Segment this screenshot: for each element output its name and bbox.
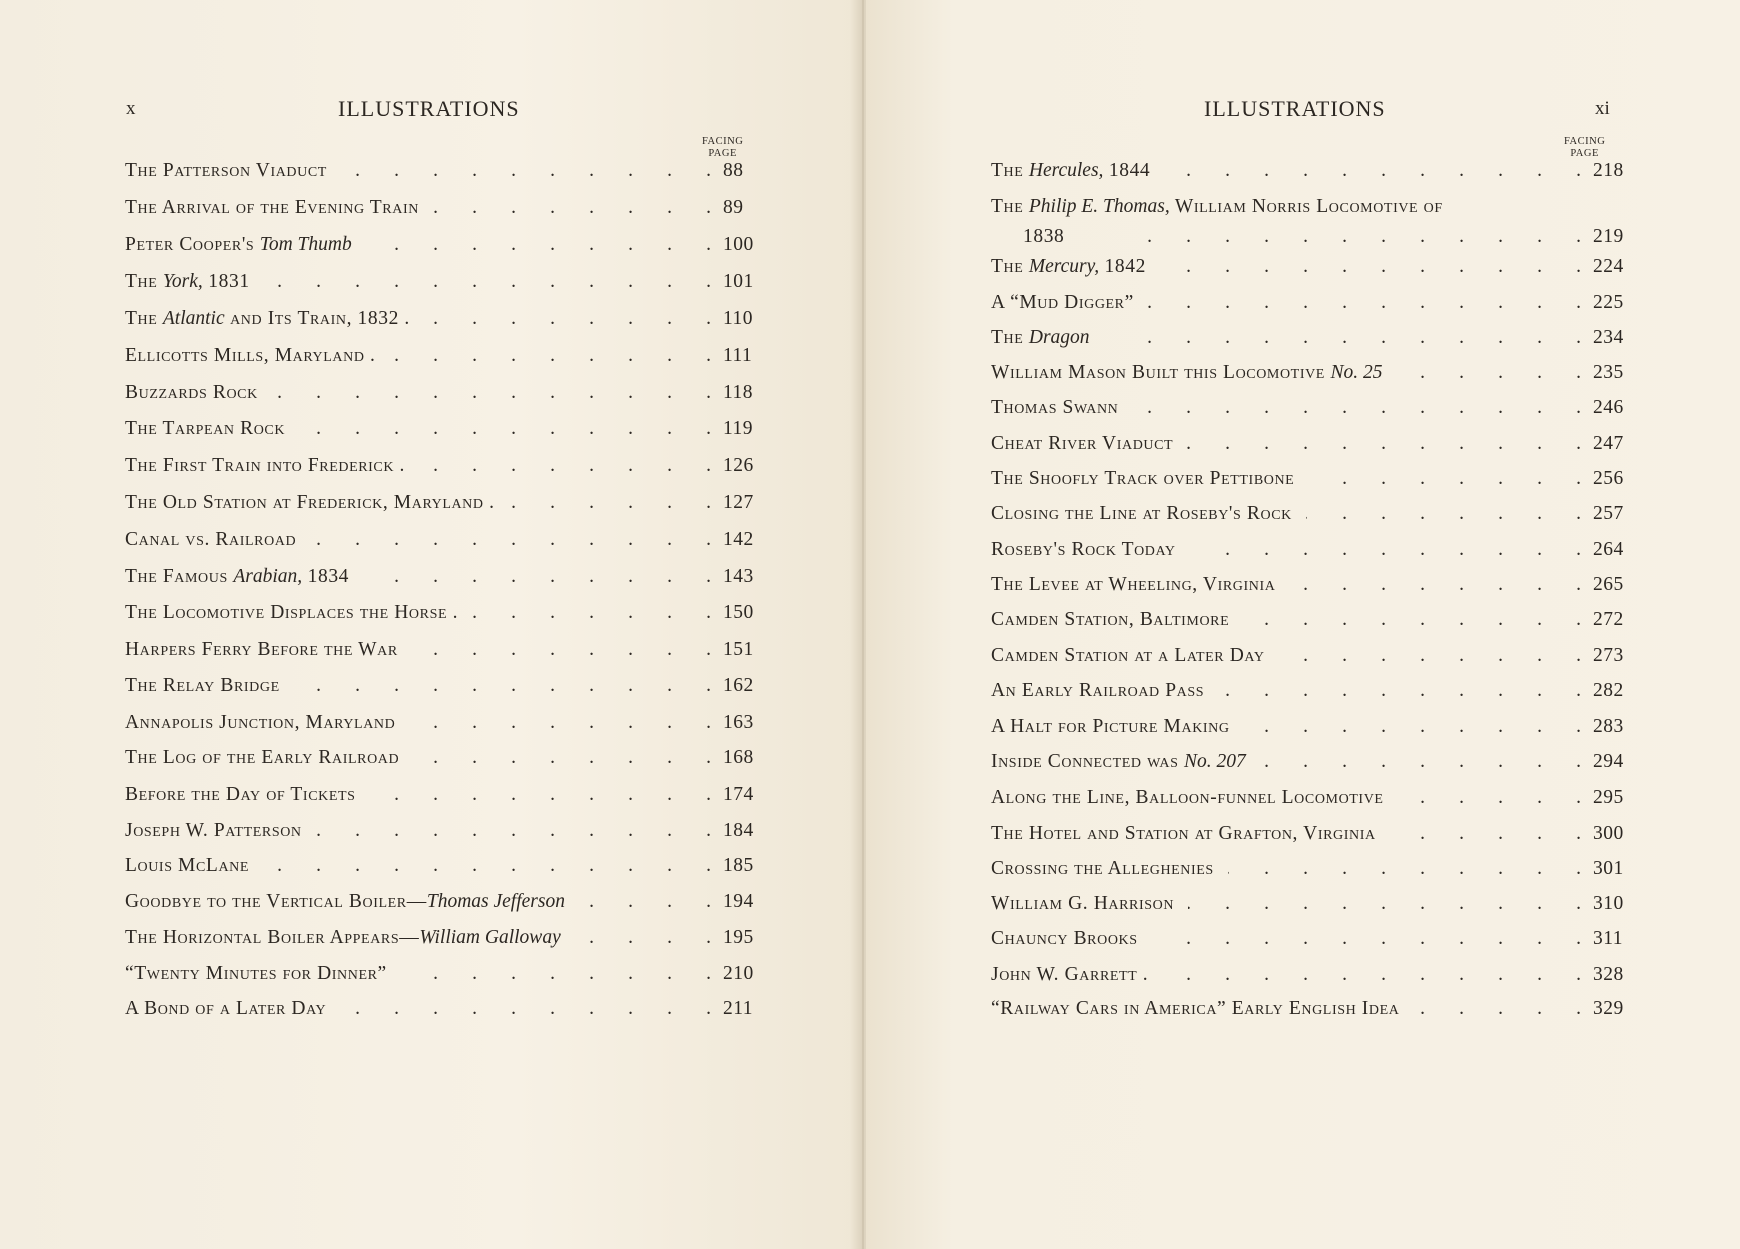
- entry-title-italic: Thomas Jefferson: [426, 891, 565, 912]
- right-folio: xi: [1595, 98, 1610, 119]
- entry-title-text: A Bond of a Later Day: [125, 998, 327, 1019]
- entry-page-number: 142: [723, 529, 754, 550]
- entry-title-text: and Its Train, 1832 .: [224, 308, 410, 329]
- entry-title: [125, 345, 376, 367]
- leader-dots: [1190, 539, 1581, 561]
- leader-dots: [413, 747, 711, 769]
- entry-title-text: Annapolis Junction, Maryland: [125, 712, 396, 733]
- leader-dots: [272, 382, 711, 404]
- leader-dots: [1289, 574, 1581, 596]
- entry-title-italic: York,: [162, 271, 203, 292]
- entry-title-text: Goodbye to the Vertical Boiler—: [125, 891, 427, 912]
- entry-title-text: 1844: [1103, 160, 1151, 181]
- entry-page-number: 100: [723, 234, 754, 255]
- leader-dots: [1306, 503, 1581, 525]
- entry-page-number: 282: [1593, 680, 1624, 701]
- entry-title-text: “Twenty Minutes for Dinner”: [125, 963, 387, 984]
- left-facing-label-line2: PAGE: [708, 148, 737, 159]
- entry-title: [991, 716, 1230, 738]
- entry-title-text: The: [991, 327, 1029, 348]
- entry-page-number: 224: [1593, 256, 1624, 277]
- leader-dots: [1390, 823, 1581, 845]
- entry-title: [125, 784, 356, 806]
- entry-title-text: The: [125, 271, 163, 292]
- leader-dots: [509, 492, 711, 514]
- entry-page-number: 101: [723, 271, 754, 292]
- leader-dots: [409, 712, 711, 734]
- entry-page-number: 126: [723, 455, 754, 476]
- entry-page-number: 163: [723, 712, 754, 733]
- entry-title: [125, 308, 410, 330]
- leader-dots: [419, 455, 711, 477]
- entry-title-text: The Hotel and Station at Grafton, Virginia: [991, 823, 1376, 844]
- entry-title-text: “Railway Cars in America” Early English Idea: [991, 998, 1400, 1019]
- entry-title: [991, 539, 1176, 561]
- entry-title-text: The Relay Bridge: [125, 675, 280, 696]
- entry-title: [125, 820, 302, 842]
- right-facing-page-label: [1564, 136, 1605, 160]
- leader-dots: [363, 566, 711, 588]
- leader-dots: [433, 197, 711, 219]
- leader-dots: [424, 308, 711, 330]
- entry-title-text: The Tarpean Rock: [125, 418, 286, 439]
- entry-title-text: 1831: [202, 271, 250, 292]
- left-page: [0, 0, 860, 1249]
- entry-page-number: 283: [1593, 716, 1624, 737]
- leader-dots: [263, 855, 711, 877]
- leader-dots: [1188, 893, 1581, 915]
- entry-title-text: William G. Harrison: [991, 893, 1175, 914]
- entry-title: [991, 823, 1376, 845]
- entry-title-text: Buzzards Rock: [125, 382, 258, 403]
- entry-page-number: 211: [723, 998, 754, 1019]
- leader-dots: [340, 998, 711, 1020]
- entry-title: [125, 602, 458, 624]
- entry-title-italic: William Galloway: [419, 927, 561, 948]
- entry-page-number: 234: [1593, 327, 1624, 348]
- entry-title-text: The Log of the Early Railroad: [125, 747, 400, 768]
- entry-page-number: 310: [1593, 893, 1624, 914]
- entry-page-number: 195: [723, 927, 754, 948]
- leader-dots: [366, 234, 711, 256]
- entry-title-text: The Old Station at Frederick, Maryland .: [125, 492, 495, 513]
- entry-title-text: The Patterson Viaduct: [125, 160, 327, 181]
- entry-title: [125, 529, 296, 551]
- entry-page-number: 184: [723, 820, 754, 841]
- entry-page-number: 111: [723, 345, 753, 366]
- leader-dots: [299, 418, 711, 440]
- entry-title: [125, 891, 565, 913]
- entry-title: [991, 751, 1246, 773]
- entry-page-number: 110: [723, 308, 754, 329]
- entry-title: [991, 964, 1148, 986]
- entry-title-text: 1842: [1099, 256, 1146, 277]
- leader-dots: [1228, 858, 1581, 880]
- entry-title: [125, 234, 352, 256]
- entry-title: [125, 566, 349, 588]
- entry-title-text: Before the Day of Tickets: [125, 784, 356, 805]
- entry-title-text: 1834: [302, 566, 350, 587]
- entry-title-text: The: [125, 308, 163, 329]
- entry-title: [991, 468, 1294, 490]
- leader-dots: [1148, 292, 1581, 314]
- entry-title-text: The: [991, 256, 1029, 277]
- left-running-head: ILLUSTRATIONS: [338, 96, 520, 121]
- leader-dots: [1413, 998, 1581, 1020]
- leader-dots: [579, 891, 711, 913]
- entry-title-italic: No. 25: [1330, 362, 1383, 383]
- entry-title-italic: Dragon: [1028, 327, 1090, 348]
- entry-page-number: 300: [1593, 823, 1624, 844]
- leader-dots: [370, 784, 711, 806]
- left-facing-page-label: [702, 136, 743, 160]
- entry-title: [125, 455, 405, 477]
- entry-title-text: The First Train into Frederick .: [125, 455, 406, 476]
- entry-title-text: Cheat River Viaduct: [991, 433, 1174, 454]
- entry-page-number: 246: [1593, 397, 1624, 418]
- entry-title: [125, 382, 258, 404]
- entry-title-text: The Famous: [125, 566, 234, 587]
- entry-title: [125, 639, 398, 661]
- entry-title: [125, 855, 249, 877]
- entry-page-number: 265: [1593, 574, 1624, 595]
- entry-title-text: The Shoofly Track over Pettibone: [991, 468, 1295, 489]
- entry-page-number: 185: [723, 855, 754, 876]
- entry-page-number: 168: [723, 747, 754, 768]
- entry-title-text: Thomas Swann: [991, 397, 1119, 418]
- entry-title: [991, 362, 1382, 384]
- leader-dots: [1218, 680, 1581, 702]
- entry-title: [125, 197, 419, 219]
- entry-title-text: Closing the Line at Roseby's Rock: [991, 503, 1292, 524]
- entry-title: [125, 492, 495, 514]
- entry-page-number: 235: [1593, 362, 1624, 383]
- entry-title: [125, 271, 250, 293]
- entry-page-number: 118: [723, 382, 754, 403]
- leader-dots: [575, 927, 711, 949]
- entry-title-text: A Halt for Picture Making: [991, 716, 1230, 737]
- entry-title: [125, 747, 399, 769]
- entry-page-number: 328: [1593, 964, 1624, 985]
- entry-title-text: Crossing the Alleghenies: [991, 858, 1214, 879]
- entry-title-italic: No. 207: [1183, 751, 1246, 772]
- right-page: [866, 0, 1740, 1249]
- entry-title: [991, 327, 1090, 349]
- leader-dots: [1132, 397, 1581, 419]
- entry-page-number: 301: [1593, 858, 1624, 879]
- entry-page-number: 194: [723, 891, 754, 912]
- entry-title-text: Canal vs. Railroad: [125, 529, 297, 550]
- entry-title: [991, 397, 1118, 419]
- leader-dots: [1260, 751, 1581, 773]
- entry-title: [991, 645, 1265, 667]
- entry-title: [125, 675, 280, 697]
- entry-title: [991, 680, 1204, 702]
- leader-dots: [264, 271, 711, 293]
- entry-title-text: Louis McLane: [125, 855, 250, 876]
- entry-page-number: 295: [1593, 787, 1624, 808]
- entry-title-text: The: [991, 196, 1029, 217]
- entry-title: [125, 927, 561, 949]
- entry-page-number: 257: [1593, 503, 1624, 524]
- entry-title-text: Camden Station at a Later Day: [991, 645, 1265, 666]
- entry-title: [991, 928, 1138, 950]
- entry-title-text: Along the Line, Balloon-funnel Locomotive: [991, 787, 1384, 808]
- leader-dots: [1279, 645, 1581, 667]
- entry-page-number: 273: [1593, 645, 1624, 666]
- entry-title-text: John W. Garrett .: [991, 964, 1149, 985]
- entry-title: [991, 433, 1173, 455]
- entry-title: [125, 418, 285, 440]
- leader-dots: [310, 529, 711, 551]
- entry-page-number: 225: [1593, 292, 1624, 313]
- entry-title-italic: Atlantic: [162, 308, 225, 329]
- entry-page-number: 174: [723, 784, 754, 805]
- entry-title: [991, 256, 1146, 278]
- entry-page-number: 89: [723, 197, 744, 218]
- leader-dots: [1078, 226, 1581, 248]
- entry-title: [125, 712, 395, 734]
- entry-title: [125, 963, 387, 985]
- entry-title-text: The Levee at Wheeling, Virginia: [991, 574, 1276, 595]
- entry-title-text: The Locomotive Displaces the Horse .: [125, 602, 459, 623]
- entry-page-number: 264: [1593, 539, 1624, 560]
- entry-title: [991, 160, 1150, 182]
- entry-title: [991, 998, 1399, 1020]
- entry-title: [991, 503, 1292, 525]
- entry-title-text: An Early Railroad Pass: [991, 680, 1205, 701]
- leader-dots: [1243, 609, 1581, 631]
- entry-title-text: Inside Connected was: [991, 751, 1184, 772]
- leader-dots: [1104, 327, 1581, 349]
- entry-title-text: Harpers Ferry Before the War: [125, 639, 398, 660]
- entry-title-italic: Arabian,: [233, 566, 303, 587]
- right-facing-label-line2: PAGE: [1570, 148, 1599, 159]
- entry-title-italic: Hercules,: [1028, 160, 1104, 181]
- entry-page-number: 119: [723, 418, 754, 439]
- leader-dots: [1187, 433, 1581, 455]
- leader-dots: [1152, 928, 1581, 950]
- entry-title: [125, 160, 327, 182]
- entry-title: [991, 787, 1384, 809]
- left-folio: x: [126, 98, 136, 119]
- leader-dots: [401, 963, 711, 985]
- leader-dots: [1396, 362, 1581, 384]
- leader-dots: [1164, 160, 1581, 182]
- entry-title-text: William Mason Built this Locomotive: [991, 362, 1331, 383]
- leader-dots: [472, 602, 711, 624]
- leader-dots: [1308, 468, 1581, 490]
- entry-page-number: 219: [1593, 226, 1624, 247]
- entry-title: [991, 196, 1443, 218]
- entry-title-text: Chauncy Brooks: [991, 928, 1138, 949]
- leader-dots: [390, 345, 711, 367]
- entry-title-text: A “Mud Digger”: [991, 292, 1134, 313]
- entry-title-text: Roseby's Rock Today: [991, 539, 1176, 560]
- entry-title-text: Ellicotts Mills, Maryland .: [125, 345, 376, 366]
- leader-dots: [1244, 716, 1581, 738]
- right-running-head: ILLUSTRATIONS: [1204, 96, 1386, 121]
- leader-dots: [1162, 964, 1581, 986]
- leader-dots: [294, 675, 711, 697]
- entry-title-text: Peter Cooper's: [125, 234, 260, 255]
- entry-page-number: 151: [723, 639, 754, 660]
- leader-dots: [1160, 256, 1581, 278]
- entry-title: [991, 609, 1229, 631]
- entry-page-number: 88: [723, 160, 744, 181]
- entry-page-number: 329: [1593, 998, 1624, 1019]
- entry-title: [991, 574, 1275, 596]
- entry-page-number: 143: [723, 566, 754, 587]
- leader-dots: [316, 820, 711, 842]
- entry-title: [991, 292, 1134, 314]
- entry-title-text: The Horizontal Boiler Appears—: [125, 927, 420, 948]
- entry-title: [991, 858, 1214, 880]
- entry-page-number: 256: [1593, 468, 1624, 489]
- right-facing-label-line1: FACING: [1564, 136, 1606, 147]
- leader-dots: [1398, 787, 1581, 809]
- entry-title-italic: Philip E. Thomas,: [1028, 196, 1170, 217]
- leader-dots: [412, 639, 711, 661]
- entry-title-text: William Norris Locomotive of: [1169, 196, 1443, 217]
- entry-page-number: 272: [1593, 609, 1624, 630]
- entry-page-number: 150: [723, 602, 754, 623]
- entry-page-number: 311: [1593, 928, 1624, 949]
- entry-page-number: 218: [1593, 160, 1624, 181]
- entry-title-text: Joseph W. Patterson: [125, 820, 302, 841]
- entry-title-text: The Arrival of the Evening Train: [125, 197, 419, 218]
- entry-page-number: 127: [723, 492, 754, 513]
- entry-page-number: 294: [1593, 751, 1624, 772]
- entry-page-number: 210: [723, 963, 754, 984]
- entry-page-number: 162: [723, 675, 754, 696]
- entry-title-italic: Mercury,: [1028, 256, 1100, 277]
- entry-title-italic: Tom Thumb: [259, 234, 352, 255]
- entry-title: [991, 893, 1174, 915]
- entry-title: [125, 998, 326, 1020]
- leader-dots: [341, 160, 711, 182]
- left-facing-label-line1: FACING: [702, 136, 744, 147]
- entry-title-text: The: [991, 160, 1029, 181]
- entry-title-continuation: 1838: [1023, 226, 1065, 247]
- entry-title-text: Camden Station, Baltimore: [991, 609, 1230, 630]
- entry-page-number: 247: [1593, 433, 1624, 454]
